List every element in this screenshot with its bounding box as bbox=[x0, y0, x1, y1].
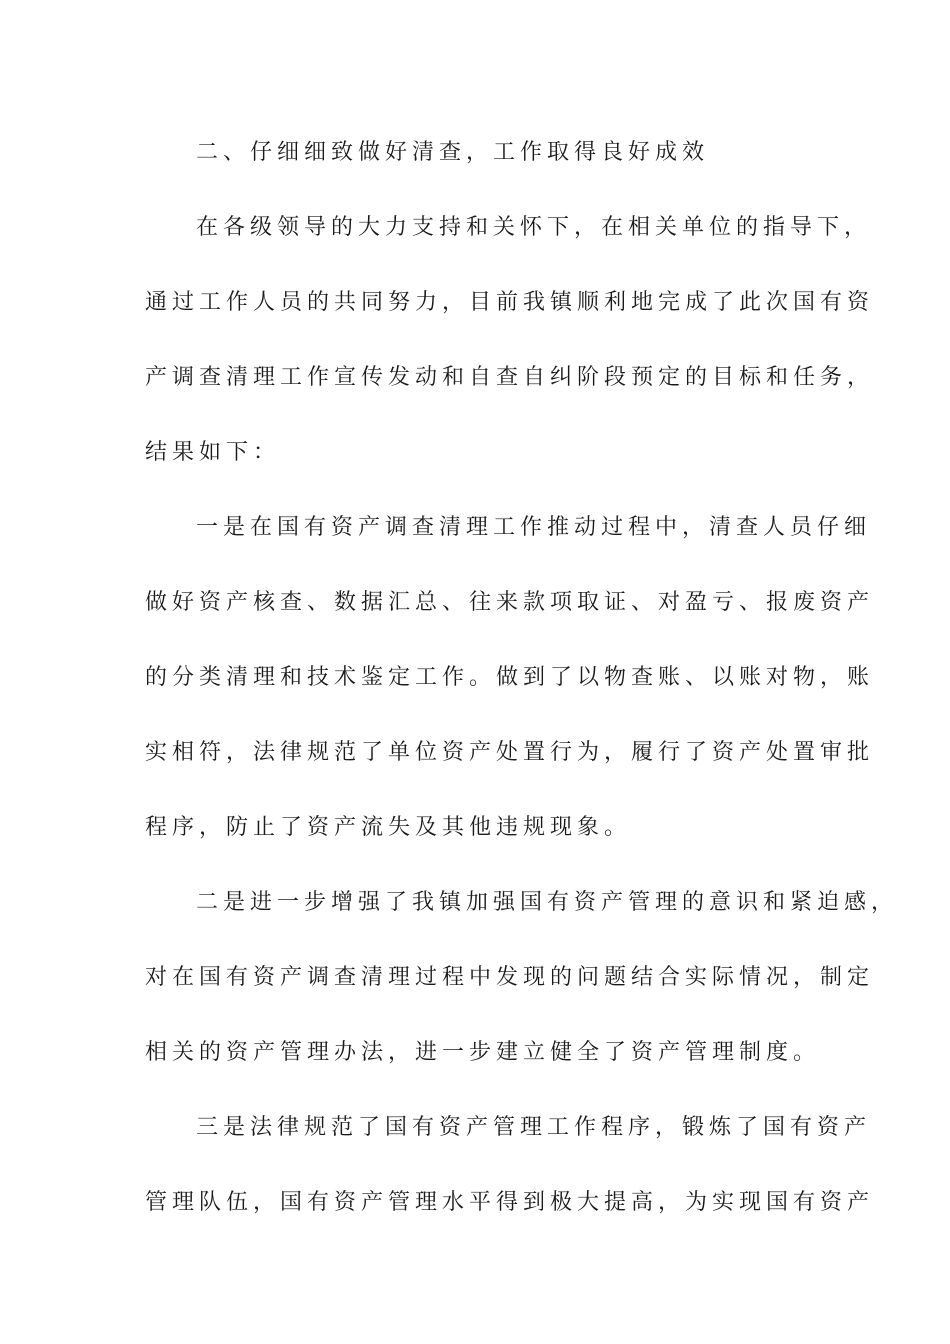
paragraph-3-line-1: 二是进一步增强了我镇加强国有资产管理的意识和紧迫感， bbox=[196, 890, 899, 915]
paragraph-2-line-3: 的分类清理和技术鉴定工作。做到了以物查账、以账对物，账 bbox=[145, 665, 875, 690]
section-heading: 二、仔细细致做好清查，工作取得良好成效 bbox=[196, 140, 710, 165]
paragraph-1-line-3: 产调查清理工作宣传发动和自查自纠阶段预定的目标和任务， bbox=[145, 365, 875, 390]
paragraph-4-line-1: 三是法律规范了国有资产管理工作程序，锻炼了国有资产 bbox=[196, 1115, 872, 1140]
paragraph-1-line-4: 结果如下： bbox=[145, 440, 281, 465]
paragraph-2-line-1: 一是在国有资产调查清理工作推动过程中，清查人员仔细 bbox=[196, 515, 872, 540]
paragraph-2-line-5: 程序，防止了资产流失及其他违规现象。 bbox=[145, 815, 632, 840]
paragraph-3-line-2: 对在国有资产调查清理过程中发现的问题结合实际情况，制定 bbox=[145, 965, 875, 990]
paragraph-4-line-2: 管理队伍，国有资产管理水平得到极大提高，为实现国有资产 bbox=[145, 1190, 875, 1215]
paragraph-2-line-2: 做好资产核查、数据汇总、往来款项取证、对盈亏、报废资产 bbox=[145, 590, 875, 615]
paragraph-1-line-1: 在各级领导的大力支持和关怀下，在相关单位的指导下， bbox=[196, 215, 872, 240]
paragraph-3-line-3: 相关的资产管理办法，进一步建立健全了资产管理制度。 bbox=[145, 1040, 821, 1065]
paragraph-2-line-4: 实相符，法律规范了单位资产处置行为，履行了资产处置审批 bbox=[145, 740, 875, 765]
paragraph-1-line-2: 通过工作人员的共同努力，目前我镇顺利地完成了此次国有资 bbox=[145, 290, 875, 315]
